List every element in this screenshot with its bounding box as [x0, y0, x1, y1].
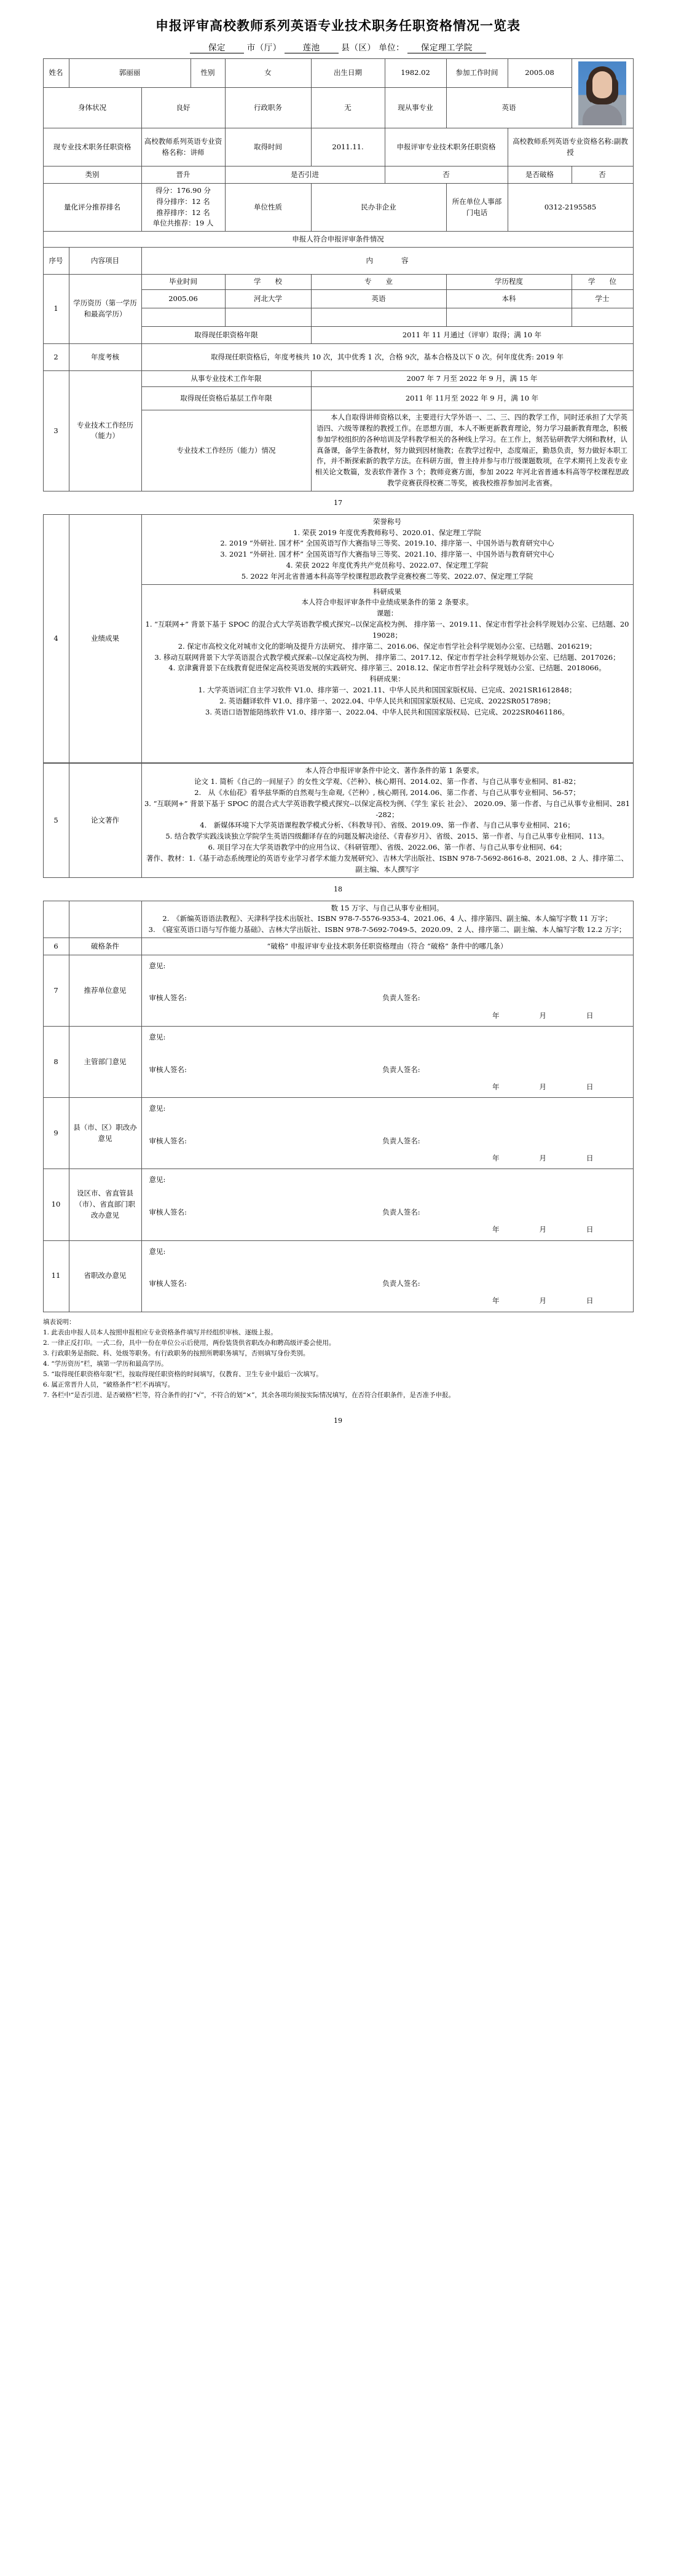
quant-score: 得分：176.90 分 [155, 186, 211, 195]
applicant-photo-cell [572, 59, 633, 128]
label-health: 身体状况 [43, 88, 141, 128]
label-category: 类别 [43, 166, 141, 184]
result-item-2: 3. 英语口语智能陪练软件 V1.0、排序第一、2022.04、中华人民共和国国家版权局、已完成、2022SR0461186。 [205, 707, 569, 716]
opinion-item-11: 省职改办意见 [69, 1240, 141, 1312]
result-item-1: 2. 英语翻译软件 V1.0、排序第一、2022.04、中华人民共和国国家版权局、已完成、2022SR0517898； [219, 696, 555, 705]
opinion-label-7: 意见: [149, 961, 166, 970]
row2-item: 年度考核 [69, 344, 141, 371]
value-prof-narrative [311, 410, 633, 491]
signature-row-7 [149, 992, 626, 1003]
table-row-books-cont [43, 901, 633, 938]
label-exceptional: 是否破格 [508, 166, 572, 184]
label-prof-years: 从事专业技术工作年限 [141, 371, 311, 387]
edu-level: 本科 [446, 290, 572, 308]
edu-col-degree: 学 位 [572, 275, 633, 290]
row1-item: 学历资历（第一学历和最高学历） [69, 275, 141, 344]
label-admin-post: 行政职务 [225, 88, 311, 128]
reviewer-signature-7[interactable]: 审核人签名: [149, 993, 187, 1003]
opinion-box-7 [144, 957, 631, 1024]
edu-school-2 [225, 308, 311, 327]
instruction-item-6: 7. 各栏中“是否引进、是否破格”栏等，符合条件的打“√”，不符合的划“×”，其余各项均须按实际情况填写，在否符合任职条件，是否准予申报。 [43, 1391, 455, 1399]
main-form-table [43, 58, 634, 491]
opinion-seq-8: 8 [43, 1027, 69, 1098]
col-header-seq: 序号 [43, 248, 69, 275]
leader-signature-7[interactable]: 负责人签名: [382, 993, 420, 1003]
value-exceptional: 否 [572, 166, 633, 184]
honor-item-3: 4. 荣获 2022 年度优秀共产党员称号、2022.07、保定理工学院 [286, 561, 489, 570]
value-admin-post: 无 [311, 88, 385, 128]
table-row-opinion-8 [43, 1027, 633, 1098]
signature-row-10 [149, 1207, 626, 1218]
label-quant: 量化评分推荐排名 [43, 184, 141, 232]
papers-table [43, 763, 634, 877]
edu-col-grad-time: 毕业时间 [141, 275, 225, 290]
honor-label: 荣誉称号 [373, 517, 401, 526]
edu-grad-time-2 [141, 308, 225, 327]
value-current-major: 英语 [446, 88, 572, 128]
research-label: 科研成果 [373, 587, 401, 596]
edu-grad-time: 2005.06 [141, 290, 225, 308]
row6-item: 破格条件 [69, 938, 141, 955]
table-row-quantitative [43, 184, 633, 232]
avatar-face [592, 71, 612, 98]
table-row-basic-1 [43, 59, 633, 88]
row4-seq: 4 [43, 514, 69, 763]
book-cont-item-1: 2. 《新编英语语法教程》、天津科学技术出版社、ISBN 978-7-5576-9353-4、2021.06、4 人、排序第四、副主编、本人编写字数 11 万字； [162, 914, 612, 923]
research-intro: 本人符合申报评审条件中业绩成果条件的第 2 条要求。 [301, 598, 473, 607]
date-line-11: 年 月 日 [492, 1296, 602, 1306]
row3-seq: 3 [43, 371, 69, 491]
value-category: 晋升 [141, 166, 225, 184]
header-city-suffix: 市（厅） [246, 43, 281, 53]
opinion-label-9: 意见: [149, 1104, 166, 1113]
leader-signature-8[interactable]: 负责人签名: [382, 1065, 420, 1074]
date-line-7: 年 月 日 [492, 1011, 602, 1020]
label-apply-title: 申报评审专业技术职务任职资格 [385, 128, 508, 166]
leader-signature-11[interactable]: 负责人签名: [382, 1279, 420, 1288]
value-work-start: 2005.08 [508, 59, 572, 88]
paper-item-5: 6. 项目学习在大学英语教学中的应用刍议、《科研管理》、省级、2022.06、第一作者、与自己从事专业相同、64； [208, 843, 567, 852]
table-row-education-head [43, 275, 633, 290]
value-quant-block [141, 184, 225, 232]
opinion-body-10 [141, 1169, 633, 1240]
value-gender: 女 [225, 59, 311, 88]
instruction-item-0: 1. 此表由申报人员本人按照申报相应专业资格条件填写并经组织审核、逐级上报。 [43, 1328, 277, 1336]
conditions-banner: 申报人符合申报评审条件情况 [43, 232, 633, 248]
quant-recommend-rank: 推荐排序：12 名 [156, 208, 210, 217]
edu-degree: 学士 [572, 290, 633, 308]
header-unit: 保定理工学院 [407, 41, 486, 53]
opinion-item-10: 设区市、省直管县（市）、省直部门职改办意见 [69, 1169, 141, 1240]
table-row-papers [43, 764, 633, 877]
row6-text: “破格” 申报评审专业技术职务任职资格理由（符合 “破格” 条件中的哪几条） [141, 938, 633, 955]
value-birth: 1982.02 [385, 59, 446, 88]
opinion-box-8 [144, 1028, 631, 1095]
books-cont-seq [43, 901, 69, 938]
research-cell [141, 584, 633, 763]
header-county-suffix: 县（区） [341, 43, 376, 53]
book-cont-item-2: 3. 《寝室英语口语与写作能力基础》、吉林大学出版社、ISBN 978-7-5692-7049-5、2020.09、2 人、排序第二、副主编、本人编写字数 12.2 万字； [148, 925, 626, 934]
book-item-0: 著作、教材：1.《基于动态系统理论的英语专业学习者学术能力发展研究》、吉林大学出版社、ISBN 978-7-5692-8616-8、2021.08、2 人、排序第二、副主编、本人撰写字 [146, 853, 628, 874]
label-introduced: 是否引进 [225, 166, 385, 184]
quant-rank: 得分排序：12 名 [156, 197, 210, 206]
instruction-item-3: 4. “学历资历”栏，填第一学历和最高学历。 [43, 1360, 168, 1368]
row3-item: 专业技术工作经历（能力） [69, 371, 141, 491]
papers-cell [141, 764, 633, 877]
page-number-19: 19 [334, 1416, 342, 1425]
achievements-table [43, 514, 634, 764]
honor-item-2: 3. 2021 “外研社. 国才杯” 全国英语写作大赛指导三等奖、2021.10、排序第一、中国外语与教育研究中心 [220, 550, 554, 559]
value-obtain-time: 2011.11. [311, 128, 385, 166]
result-label: 科研成果： [369, 675, 405, 684]
row2-text: 取得现任职资格后，年度考核共 10 次，其中优秀 1 次，合格 9次，基本合格及以下 0 次。何年度优秀: 2019 年 [141, 344, 633, 371]
opinion-item-9: 县（市、区）职改办意见 [69, 1098, 141, 1169]
col-header-item: 内容项目 [69, 248, 141, 275]
avatar [578, 61, 626, 125]
quant-total: 单位共推荐：19 人 [152, 219, 214, 228]
value-hr-phone: 0312-2195585 [508, 184, 633, 232]
topic-label: 课题： [376, 609, 398, 618]
table-row-basic-2 [43, 88, 633, 128]
table-row-conditions-banner [43, 232, 633, 248]
label-title-years: 取得现任职资格年限 [141, 327, 311, 344]
date-line-10: 年 月 日 [492, 1225, 602, 1234]
row2-seq: 2 [43, 344, 69, 371]
label-birth: 出生日期 [311, 59, 385, 88]
instruction-item-4: 5. “取得现任职资格年限”栏，按取得现任职资格的时间填写，仅教育、卫生专业中最后一次填写。 [43, 1370, 323, 1378]
label-work-start: 参加工作时间 [446, 59, 508, 88]
row4-item: 业绩成果 [69, 514, 141, 763]
label-hr-phone: 所在单位人事部门电话 [446, 184, 508, 232]
table-row-opinion-10 [43, 1169, 633, 1240]
label-name: 姓名 [43, 59, 69, 88]
row1-seq: 1 [43, 275, 69, 344]
papers-intro: 本人符合申报评审条件中论文、著作条件的第 1 条要求。 [305, 766, 484, 775]
opinion-box-11 [144, 1243, 631, 1310]
topic-item-0: 1. “互联网+” 背景下基于 SPOC 的混合式大学英语教学模式探究--以保定高校为例、 排序第一、2019.11、保定市哲学社会科学规划办公室、已结题、2019028； [145, 620, 629, 640]
edu-col-level: 学历程度 [446, 275, 572, 290]
label-current-major: 现从事专业 [385, 88, 446, 128]
date-line-9: 年 月 日 [492, 1154, 602, 1163]
opinion-box-9 [144, 1100, 631, 1167]
table-row-opinion-7 [43, 955, 633, 1026]
label-gender: 性别 [191, 59, 225, 88]
header-county: 莲池 [285, 41, 339, 53]
opinion-label-11: 意见: [149, 1247, 166, 1256]
value-title-years: 2011 年 11 月通过（评审）取得；满 10 年 [311, 327, 633, 344]
edu-major-2 [311, 308, 446, 327]
edu-col-school: 学 校 [225, 275, 311, 290]
value-grassroots-years: 2011 年 11月至 2022 年 9 月，满 10 年 [311, 387, 633, 410]
topic-item-1: 2. 保定市高校文化对城市文化的影响及提升方法研究、 排序第二、2016.06、保定市哲学社会科学规划办公室、已结题、2016219； [178, 641, 597, 651]
opinion-label-8: 意见: [149, 1033, 166, 1042]
leader-signature-10[interactable]: 负责人签名: [382, 1207, 420, 1216]
instruction-item-5: 6. 属正常晋升人员，“破格条件”栏不再填写。 [43, 1380, 175, 1388]
label-obtain-time: 取得时间 [225, 128, 311, 166]
page-number-18: 18 [334, 885, 342, 893]
signature-row-11 [149, 1278, 626, 1289]
paper-item-1: 2. 从《水仙花》看华兹华斯的自然观与生命观,《芒种》, 核心期刊, 2014.06、第二作者、与自己从事专业相同、56-57； [194, 788, 580, 797]
edu-major: 英语 [311, 290, 446, 308]
books-cont-cell [141, 901, 633, 938]
date-line-8: 年 月 日 [492, 1082, 602, 1091]
value-unit-nature: 民办非企业 [311, 184, 446, 232]
book-cont-item-0: 数 15 万字、与自己从事专业相同。 [331, 903, 444, 912]
edu-degree-2 [572, 308, 633, 327]
opinion-label-10: 意见: [149, 1175, 166, 1184]
value-introduced: 否 [385, 166, 508, 184]
label-unit-nature: 单位性质 [225, 184, 311, 232]
table-row-annual-review [43, 344, 633, 371]
opinion-body-7 [141, 955, 633, 1026]
opinion-body-9 [141, 1098, 633, 1169]
research-spacer [144, 718, 631, 761]
table-row-opinion-11 [43, 1240, 633, 1312]
table-row-conditions-header [43, 248, 633, 275]
reviewer-signature-9[interactable]: 审核人签名: [149, 1136, 187, 1145]
row5-seq: 5 [43, 764, 69, 877]
signature-row-9 [149, 1135, 626, 1146]
opinions-table [43, 901, 634, 1312]
table-row-honors [43, 514, 633, 584]
reviewer-signature-8[interactable]: 审核人签名: [149, 1065, 187, 1074]
edu-level-2 [446, 308, 572, 327]
value-name: 郭丽丽 [69, 59, 191, 88]
instructions-title: 填表说明： [43, 1318, 76, 1326]
value-current-title: 高校教师系列英语专业资格名称：讲师 [141, 128, 225, 166]
topic-item-3: 4. 京津冀背景下在线教育促进保定高校英语发展的实践研究、排序第三、2018.12、保定市哲学社会科学规划办公室、已结题、2018066。 [168, 664, 606, 673]
edu-school: 河北大学 [225, 290, 311, 308]
table-row-titles [43, 128, 633, 166]
opinion-box-10 [144, 1171, 631, 1238]
instruction-item-1: 2. 一律正反打印。一式二份，具中一份在单位公示后使用，两份装货供省职改办和聘高级评委会使用。 [43, 1339, 336, 1347]
form-instructions [43, 1312, 633, 1401]
honor-item-1: 2. 2019 “外研社. 国才杯” 全国英语写作大赛指导三等奖、2019.10、排序第一、中国外语与教育研究中心 [220, 539, 554, 548]
value-prof-years: 2007 年 7 月至 2022 年 9 月，满 15 年 [311, 371, 633, 387]
page-title: 申报评审高校教师系列英语专业技术职务任职资格情况一览表 [155, 18, 521, 33]
reviewer-signature-10[interactable]: 审核人签名: [149, 1207, 187, 1216]
honor-item-4: 5. 2022 年河北省普通本科高等学校课程思政教学竞赛校赛二等奖、2022.07、保定理工学院 [241, 571, 533, 581]
instruction-item-2: 3. 行政职务是指院、科、处级等职务。有行政职务的按照所聘职务填写，否则填写身份类别。 [43, 1349, 310, 1357]
label-current-title: 现专业技术职务任职资格 [43, 128, 141, 166]
edu-col-major: 专 业 [311, 275, 446, 290]
label-grassroots-years: 取得现任资格后基层工作年限 [141, 387, 311, 410]
signature-row-8 [149, 1064, 626, 1075]
page-number-17: 17 [334, 498, 342, 507]
header-unit-label: 单位： [379, 43, 405, 53]
value-apply-title: 高校教师系列英语专业资格名称:副教授 [508, 128, 633, 166]
opinion-seq-9: 9 [43, 1098, 69, 1169]
header-location-line [0, 41, 676, 58]
row6-seq: 6 [43, 938, 69, 955]
paper-item-3: 4. 新媒体环境下大学英语课程教学模式分析、《科教导刊》、省级、2019.09、第一作者、与自己从事专业相同、216； [200, 821, 575, 830]
label-prof-narrative: 专业技术工作经历（能力）情况 [141, 410, 311, 491]
opinion-seq-10: 10 [43, 1169, 69, 1240]
opinion-body-11 [141, 1240, 633, 1312]
opinion-body-8 [141, 1027, 633, 1098]
opinion-seq-7: 7 [43, 955, 69, 1026]
honor-item-0: 1. 荣获 2019 年度优秀教师称号、2020.01、保定理工学院 [293, 528, 481, 537]
result-item-0: 1. 大学英语词汇自主学习软件 V1.0、排序第一、2021.11、中华人民共和国国家版权局、已完成、2021SR1612848； [198, 685, 576, 694]
books-cont-item [69, 901, 141, 938]
table-row-prof-years [43, 371, 633, 387]
leader-signature-9[interactable]: 负责人签名: [382, 1136, 420, 1145]
honors-cell [141, 514, 633, 584]
value-health: 良好 [141, 88, 225, 128]
row5-item: 论文著作 [69, 764, 141, 877]
opinion-item-8: 主管部门意见 [69, 1027, 141, 1098]
table-row-opinion-9 [43, 1098, 633, 1169]
topic-item-2: 3. 移动互联网背景下大学英语混合式教学模式探索--以保定高校为例、 排序第二、2017.12、保定市哲学社会科学规划办公室、已结题、2017026； [154, 652, 620, 662]
avatar-body [583, 104, 622, 125]
table-row-exceptional-condition [43, 938, 633, 955]
reviewer-signature-11[interactable]: 审核人签名: [149, 1279, 187, 1288]
header-city: 保定 [190, 41, 244, 53]
opinion-seq-11: 11 [43, 1240, 69, 1312]
paper-item-4: 5. 结合教学实践浅谈独立学院学生英语四级翻译存在的问题及解决途径、《青春岁月》、省级、2015、第一作者、与自己从事专业相同、113。 [165, 832, 609, 841]
col-header-content: 内 容 [141, 248, 633, 275]
opinion-item-7: 推荐单位意见 [69, 955, 141, 1026]
table-row-category [43, 166, 633, 184]
paper-item-2: 3. “互联网+” 背景下基于 SPOC 的混合式大学英语教学模式探究--以保定高校为例、《学生 家长 社会》、 2020.09、第一作者、与自己从事专业相同、281-282； [144, 799, 631, 819]
prof-narrative-text: 本人自取得讲师资格以来，主要进行大学外语一、二、三、四的教学工作，同时还承担了大学英语四、六级等课程的教授工作。在思想方面，本人不断更新教育理论，努力学习最新教育理念，积极参加学校组织的各种培训及学科教学相关的各种线上学习。在工作上，刻苦钻研教学大纲和教材，认真备课，备学生备教材，努力做到因材施教；在教学过程中，态度端正，勤恳负责，努力做好本职工作，并不断探索新的教学方法。在科研方面，曾主持并参与市厅级课题数项，在学术期刊上发表专业相关论文数篇，发表软件著作 3 个；教师竞赛方面，参加 2022 年河北省普通本科高等学校课程思政教学竞赛获得校赛二等奖，被我校推荐参加河北省赛。 [315, 413, 629, 487]
paper-item-0: 论文 1. 简析《自己的一间屋子》的女性文学观、《芒种》、核心期刊、2014.02、第一作者、与自己从事专业相同、81-82； [194, 777, 580, 786]
